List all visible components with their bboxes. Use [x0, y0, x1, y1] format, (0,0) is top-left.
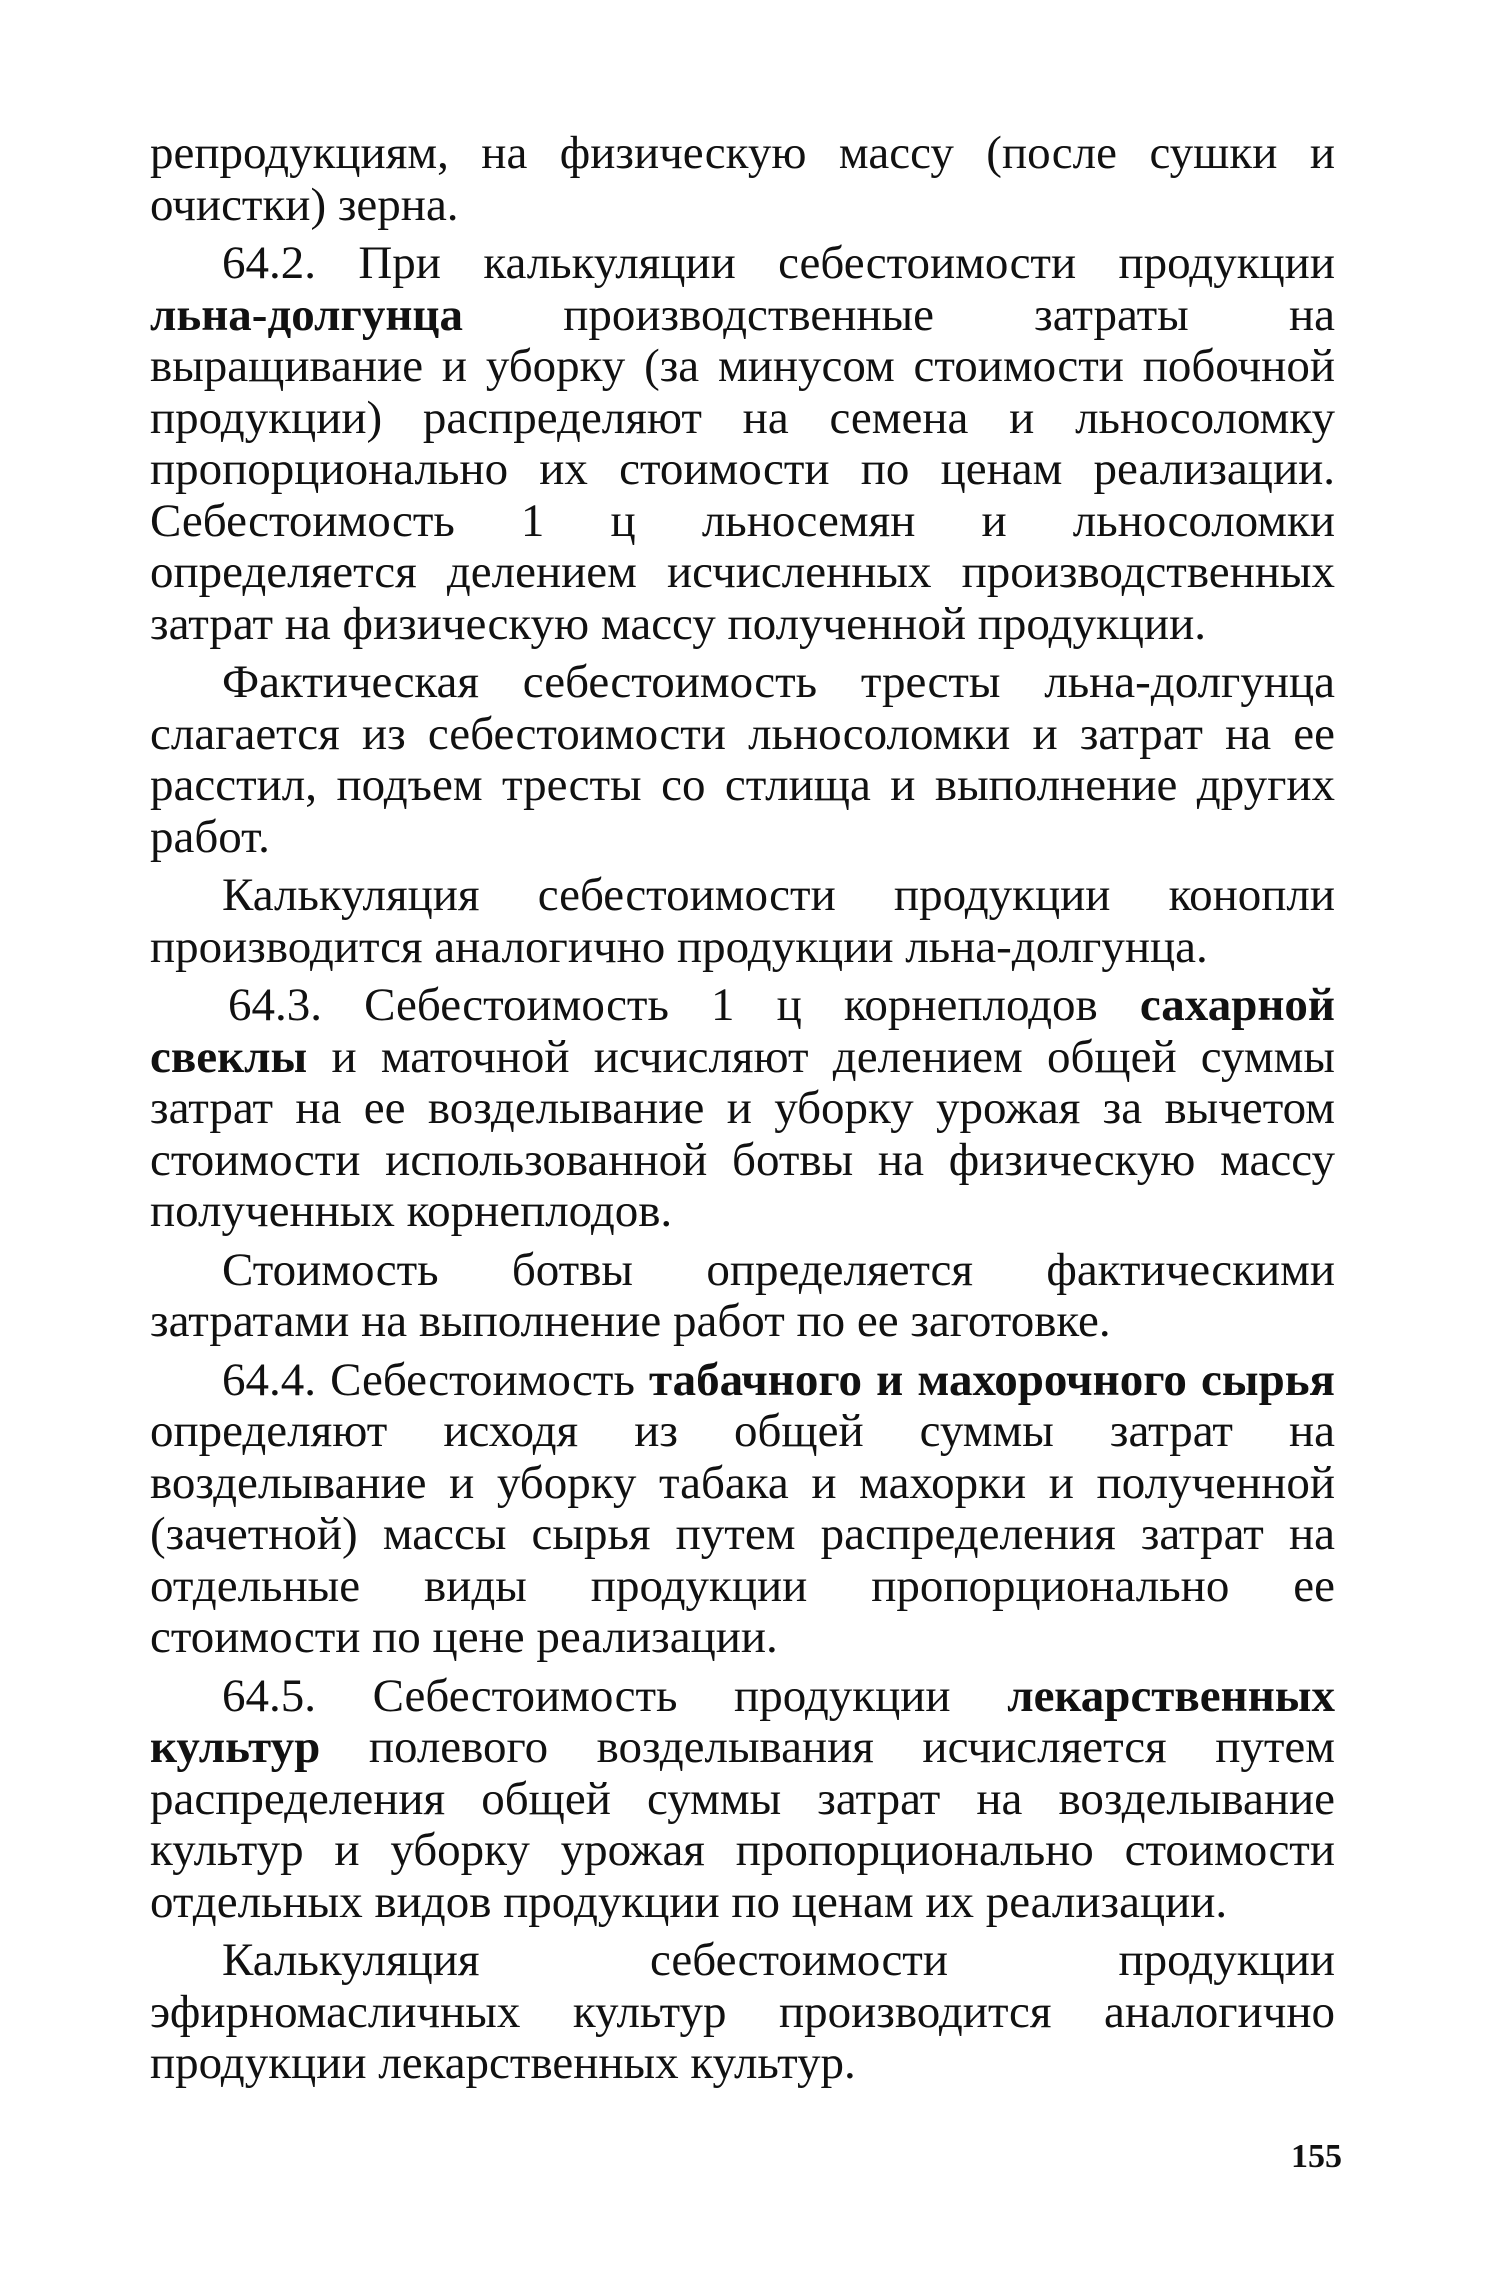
text-run: производственные затраты на выращивание и уборку (за минусом стоимости побочной продукции) распределяют на семена и льносоломку пропорционально их стоимости по ценам реализации. Себестоимость 1 ц льносемян и льносоломки определяется делением исчисленных производственных затрат на физическую массу полученной продукции. [150, 288, 1335, 650]
paragraph-intro-continuation [150, 128, 1335, 231]
paragraph-64-4-tobacco [150, 1355, 1335, 1664]
text-run: 64.4. Себестоимость [222, 1353, 649, 1406]
text-run: 64.2. При калькуляции себестоимости продукции [222, 237, 1335, 289]
paragraph-tresta [150, 657, 1335, 863]
paragraph-64-2-flax [150, 238, 1335, 650]
body-text [150, 128, 1335, 2090]
text-run: 64.3. Себестоимость 1 ц корнеплодов [228, 979, 1140, 1031]
text-run: репродукциям, на физическую массу (после сушки и очистки) зерна. [150, 127, 1335, 231]
text-run: Стоимость ботвы определяется фактическими затратами на выполнение работ по ее заготовке. [150, 1243, 1335, 1347]
text-run: и маточной исчисляют делением общей суммы затрат на ее возделывание и уборку урожая за вычетом стоимости использованной ботвы на физическую массу полученных корнеплодов. [150, 1030, 1335, 1237]
text-run: 64.5. Себестоимость продукции [222, 1669, 1008, 1722]
paragraph-tops-cost [150, 1245, 1335, 1348]
paragraph-64-5-medicinal [150, 1671, 1335, 1929]
emphasis-term: сахарной свеклы [150, 979, 1335, 1083]
text-run: Фактическая себестоимость тресты льна-долгунца слагается из себестоимости льносоломки и затрат на ее расстил, подъем тресты со стлища и выполнение других работ. [150, 656, 1335, 863]
emphasis-term: лекарственных культур [150, 1669, 1335, 1773]
paragraph-64-3-sugar-beet [150, 980, 1335, 1238]
text-run: полевого возделывания исчисляется путем распределения общей суммы затрат на возделывание культур и уборку урожая пропорционально стоимости отдельных видов продукции по ценам их реализации. [150, 1721, 1335, 1928]
text-run: Калькуляция себестоимости продукции конопли производится аналогично продукции льна-долгунца. [150, 869, 1335, 973]
text-run: определяют исходя из общей суммы затрат на возделывание и уборку табака и махорки и полученной (зачетной) массы сырья путем распределения затрат на отдельные виды продукции пропорционально ее стоимости по цене реализации. [150, 1405, 1335, 1663]
page-number: 155 [1291, 2138, 1342, 2175]
paragraph-hemp [150, 870, 1335, 973]
emphasis-term: льна-долгунца [150, 288, 463, 341]
text-run: Калькуляция себестоимости продукции эфирномасличных культур производится аналогично продукции лекарственных культур. [150, 1934, 1335, 2089]
paragraph-essential-oil [150, 1935, 1335, 2090]
emphasis-term: табачного и махорочного сырья [649, 1353, 1335, 1406]
